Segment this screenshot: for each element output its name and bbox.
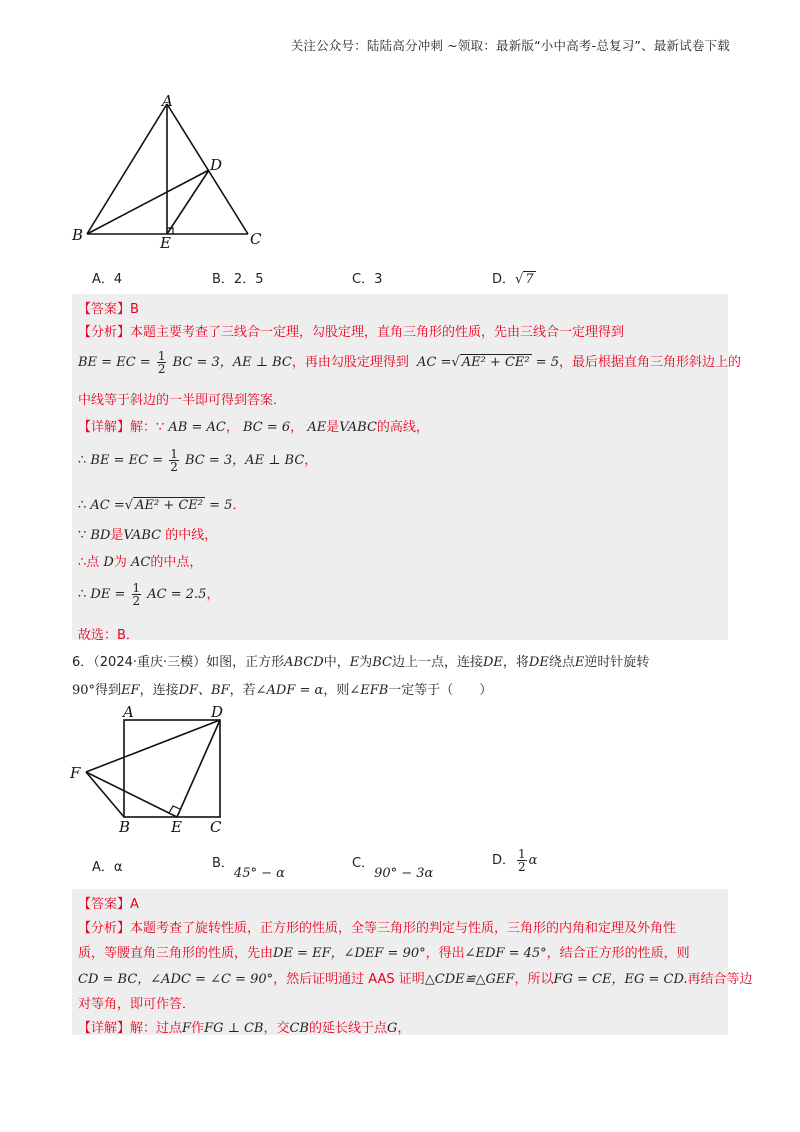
- figure-square-abcd: [70, 702, 240, 834]
- fraction-half: $\frac{1}{2}$: [157, 349, 166, 376]
- label-d: D: [210, 156, 223, 174]
- segment-fb: [86, 772, 124, 817]
- q5-analysis-line3: 中线等于斜边的一半即可得到答案．: [78, 393, 287, 408]
- q5-detail-line5: ∴点 D为 AC的中点，: [78, 555, 203, 570]
- q6-option-c[interactable]: C．90° − 3α: [352, 856, 434, 881]
- q6-analysis-line1: 【分析】本题考查了旋转性质，正方形的性质，全等三角形的判定与性质，三角形的内角和定理及外角性: [78, 921, 677, 936]
- q5-answer: 【答案】B: [78, 302, 139, 317]
- q6-solution-box: [72, 889, 753, 1036]
- sqrt-symbol: √: [515, 272, 524, 287]
- q5-option-a[interactable]: A．4: [92, 272, 123, 287]
- segment-ab: [87, 104, 167, 234]
- label-b: B: [119, 818, 131, 834]
- segment-de: [167, 170, 209, 234]
- q6-analysis-line2: 质，等腰直角三角形的性质，先由DE = EF，∠DEF = 90°，得出∠EDF = 45°，结合正方形的性质，则: [78, 946, 690, 961]
- q5-option-d-prefix: D．: [492, 272, 516, 287]
- q6-option-a[interactable]: A．α: [92, 860, 123, 875]
- segment-bd: [87, 170, 209, 234]
- q5-analysis-line2: BE = EC = $\frac{1}{2}$ BC = 3，AE ⊥ BC，再由勾股定理得到 AC =√ AE² + CE² = 5，最后根据直角三角形斜边上的: [78, 349, 742, 376]
- segment-fe: [86, 772, 177, 817]
- label-c: C: [250, 230, 262, 248]
- square-abcd: [124, 720, 220, 817]
- label-e: E: [171, 818, 182, 834]
- q5-detail-line4: ∵ BD是VABC 的中线，: [78, 528, 218, 543]
- q6-analysis-line3: CD = BC，∠ADC = ∠C = 90°，然后证明通过 AAS 证明△CDE≌△GEF，所以FG = CE，EG = CD.再结合等边: [78, 972, 753, 987]
- q6-option-b[interactable]: B．45° − α: [212, 856, 285, 881]
- label-e: E: [160, 234, 171, 252]
- q5-detail-line1: 【详解】解：∵ AB = AC， BC = 6， AE是VABC的高线，: [78, 420, 429, 435]
- q5-option-b[interactable]: B．2．5: [212, 272, 264, 287]
- label-b: B: [72, 226, 84, 244]
- label-d: D: [211, 703, 224, 721]
- q5-option-d-math: 7: [525, 272, 534, 287]
- q5-analysis-line1: 【分析】本题主要考查了三线合一定理，勾股定理，直角三角形的性质，先由三线合一定理得到: [78, 325, 625, 340]
- label-c: C: [210, 818, 222, 834]
- q5-option-c[interactable]: C．3: [352, 272, 383, 287]
- q6-stem-line1: 6．（2024·重庆·三模）如图，正方形ABCD中，E为BC边上一点，连接DE，将DE绕点E逆时针旋转: [72, 655, 650, 670]
- label-f: F: [70, 764, 81, 782]
- q6-analysis-line4: 对等角，即可作答．: [78, 997, 196, 1012]
- q6-options: [92, 847, 652, 882]
- q5-detail-line6: ∴ DE = $\frac{1}{2}$ AC = 2.5，: [78, 581, 220, 608]
- q6-answer: 【答案】A: [78, 897, 139, 912]
- q6-detail-line1: 【详解】解：过点F作FG ⊥ CB，交CB的延长线于点G，: [78, 1021, 411, 1036]
- right-angle-mark: [169, 806, 180, 813]
- q5-detail-line3: ∴ AC =√ AE² + CE² = 5．: [78, 498, 246, 513]
- label-a: A: [162, 92, 173, 110]
- q5-solution-box: [72, 294, 742, 643]
- figure-triangle-abc: [70, 92, 270, 252]
- q5-option-d[interactable]: [492, 268, 536, 287]
- label-a: A: [123, 703, 134, 721]
- q5-choice: 故选：B．: [78, 628, 139, 643]
- page-header: 关注公众号：陆陆高分冲刺 ~领取：最新版“小中高考-总复习”、最新试卷下载: [290, 38, 730, 53]
- q6-stem-line2: 90°得到EF，连接DF、BF，若∠ADF = α，则∠EFB一定等于（ ）: [72, 683, 493, 698]
- q5-detail-line2: ∴ BE = EC = $\frac{1}{2}$ BC = 3，AE ⊥ BC，: [78, 447, 318, 474]
- q6-option-d[interactable]: D． $\frac{1}{2}$ α: [492, 847, 538, 874]
